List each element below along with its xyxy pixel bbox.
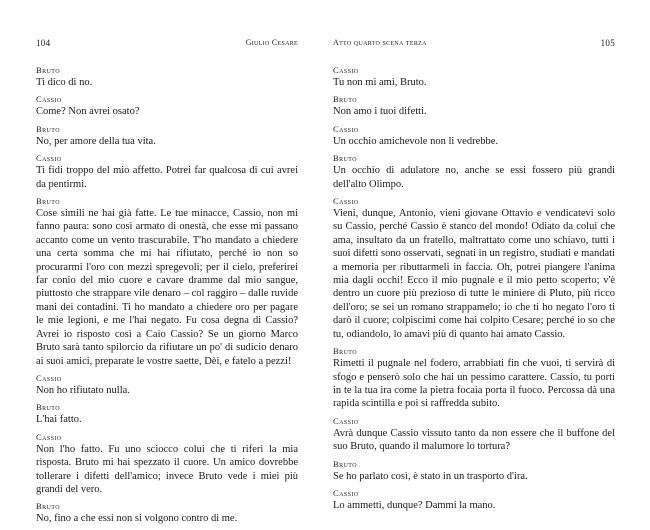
dialogue-entry	[333, 123, 615, 148]
speech-text: No, fino a che essi non si volgono contro di me.	[36, 513, 238, 525]
dialogue-entry	[36, 152, 298, 191]
speaker-name: Cassio	[36, 153, 62, 164]
speech-text: Ti dico di no.	[36, 77, 93, 88]
dialogue-entry	[333, 93, 615, 118]
dialogue-entry	[333, 345, 615, 411]
speech-text: Un occhio di adulatore no, anche se essi fossero più grandi dell'alto Olimpo.	[333, 165, 615, 190]
speaker-name: Bruto	[333, 94, 357, 105]
right-running-title: Atto quarto scena terza	[333, 38, 427, 47]
speaker-name: Cassio	[333, 415, 359, 426]
speaker-name: Cassio	[36, 431, 62, 442]
speaker-name: Bruto	[333, 346, 357, 357]
left-page	[36, 0, 298, 530]
dialogue-entry	[333, 487, 615, 512]
speech-text: Non amo i tuoi difetti.	[333, 106, 427, 118]
speech-text: Non l'ho fatto. Fu uno sciocco colui che ti riferì la mia risposta. Bruto mi hai spezzato il cuore. Un amico dovrebbe tollerare i difetti dell'amico; invece Bruto vede i miei più grandi del vero.	[36, 443, 298, 495]
dialogue-entry	[333, 152, 615, 191]
speech-text: Un occhio amichevole non li vedrebbe.	[333, 135, 499, 147]
dialogue-entry	[36, 500, 298, 525]
speaker-name: Bruto	[333, 458, 357, 469]
dialogue-entry	[36, 93, 298, 118]
speech-text: Cose simili ne hai già fatte. Le tue minacce, Cassio, non mi fanno paura: sono così armato di onestà, che esse mi passano accanto come un vento trascurabile. T'ho mandato a chiedere una certa somma che mi hai rifiutato, perché io non so procurarmi l'oro con mezzi spregevoli; per il cielo, preferirei far conio del mio cuore e cavare dramme dal mio sangue, piuttosto che strappare vile denaro – col raggiro – dalle ruvide mani dei contadini. Ti ho mandato a chiedere oro per pagare le mie legioni, e me l'hai negato. Fu cosa degna di Cassio? Avrei io risposto così a Caio Cassio? Se un giorno Marco Bruto sarà tanto spilorcio da rifiutare un po' di sudicio denaro ai suoi amici, preparate le vostre saette, Dèi, e fatelo a pezzi!	[36, 208, 298, 367]
speaker-name: Bruto	[333, 153, 357, 164]
dialogue-entry	[333, 415, 615, 454]
dialogue-entry	[36, 64, 298, 89]
speech-text: L'hai fatto.	[36, 414, 82, 426]
left-running-header	[36, 38, 298, 52]
left-page-number: 104	[36, 38, 51, 48]
dialogue-entry	[36, 401, 298, 426]
speech-text: Tu non mi ami, Bruto.	[333, 77, 427, 88]
dialogue-entry	[333, 458, 615, 483]
speaker-name: Bruto	[36, 501, 60, 512]
speaker-name: Bruto	[36, 402, 60, 413]
speech-text: Se ho parlato così, è stato in un trasporto d'ira.	[333, 470, 528, 482]
left-running-title: Giulio Cesare	[245, 38, 298, 47]
speech-text: Come? Non avrei osato?	[36, 106, 140, 118]
speech-text: Vieni, dunque, Antonio, vieni giovane Ottavio e vendicatevi solo su Cassio, perché Cassio è stanco del mondo! Odiato da colui che ama, insultato da un fratello, maltrattato come uno schiavo, tutti i suoi difetti sono osservati, segnati in un registro, studiati e mandati a memoria per ributtarmeli in faccia. Oh, potrei piangere l'anima mia dagli occhi! Ecco il mio pugnale e il mio petto scoperto; v'è dentro un cuore più prezioso di tutte le miniere di Pluto, più ricco dell'oro; se sei un romano strappamelo; io che ti ho negato l'oro ti darò il cuore; colpiscimi come hai colpito Cesare; perché io so che tu, odiandolo, lo amavi più di quanto hai amato Cassio.	[333, 208, 615, 340]
right-page-number: 105	[600, 38, 615, 48]
dialogue-entry	[36, 372, 298, 397]
speech-text: No, per amore della tua vita.	[36, 135, 156, 147]
speech-text: Rimetti il pugnale nel fodero, arrabbiati fin che vuoi, ti servirà di sfogo e penserò solo che hai un pessimo carattere. Cassio, tu porti in te la tua ira come la pietra focaia porta il fuoco. Percossa dà una rapida scintilla e poi si raffredda subito.	[333, 358, 615, 410]
dialogue-entry	[333, 64, 615, 89]
speaker-name: Bruto	[36, 65, 60, 75]
right-running-header	[333, 38, 615, 52]
speaker-name: Cassio	[333, 487, 359, 498]
speaker-name: Cassio	[36, 94, 62, 105]
speaker-name: Cassio	[333, 123, 359, 134]
speech-text: Lo ammetti, dunque? Dammi la mano.	[333, 499, 496, 511]
speech-text: Avrà dunque Cassio vissuto tanto da non essere che il buffone del suo Bruto, quando il malumore lo tortura?	[333, 427, 615, 453]
right-page	[333, 0, 615, 516]
dialogue-entry	[333, 195, 615, 341]
dialogue-entry	[36, 123, 298, 148]
speaker-name: Bruto	[36, 196, 60, 207]
dialogue-entry	[36, 195, 298, 368]
speaker-name: Cassio	[333, 196, 359, 207]
speech-text: Non ho rifiutato nulla.	[36, 384, 130, 396]
speaker-name: Bruto	[36, 123, 60, 134]
speaker-name: Cassio	[36, 372, 62, 383]
speech-text: Ti fidi troppo del mio affetto. Potrei far qualcosa di cui avrei da pentirmi.	[36, 165, 298, 190]
dialogue-entry	[36, 431, 298, 497]
speaker-name: Cassio	[333, 65, 359, 75]
